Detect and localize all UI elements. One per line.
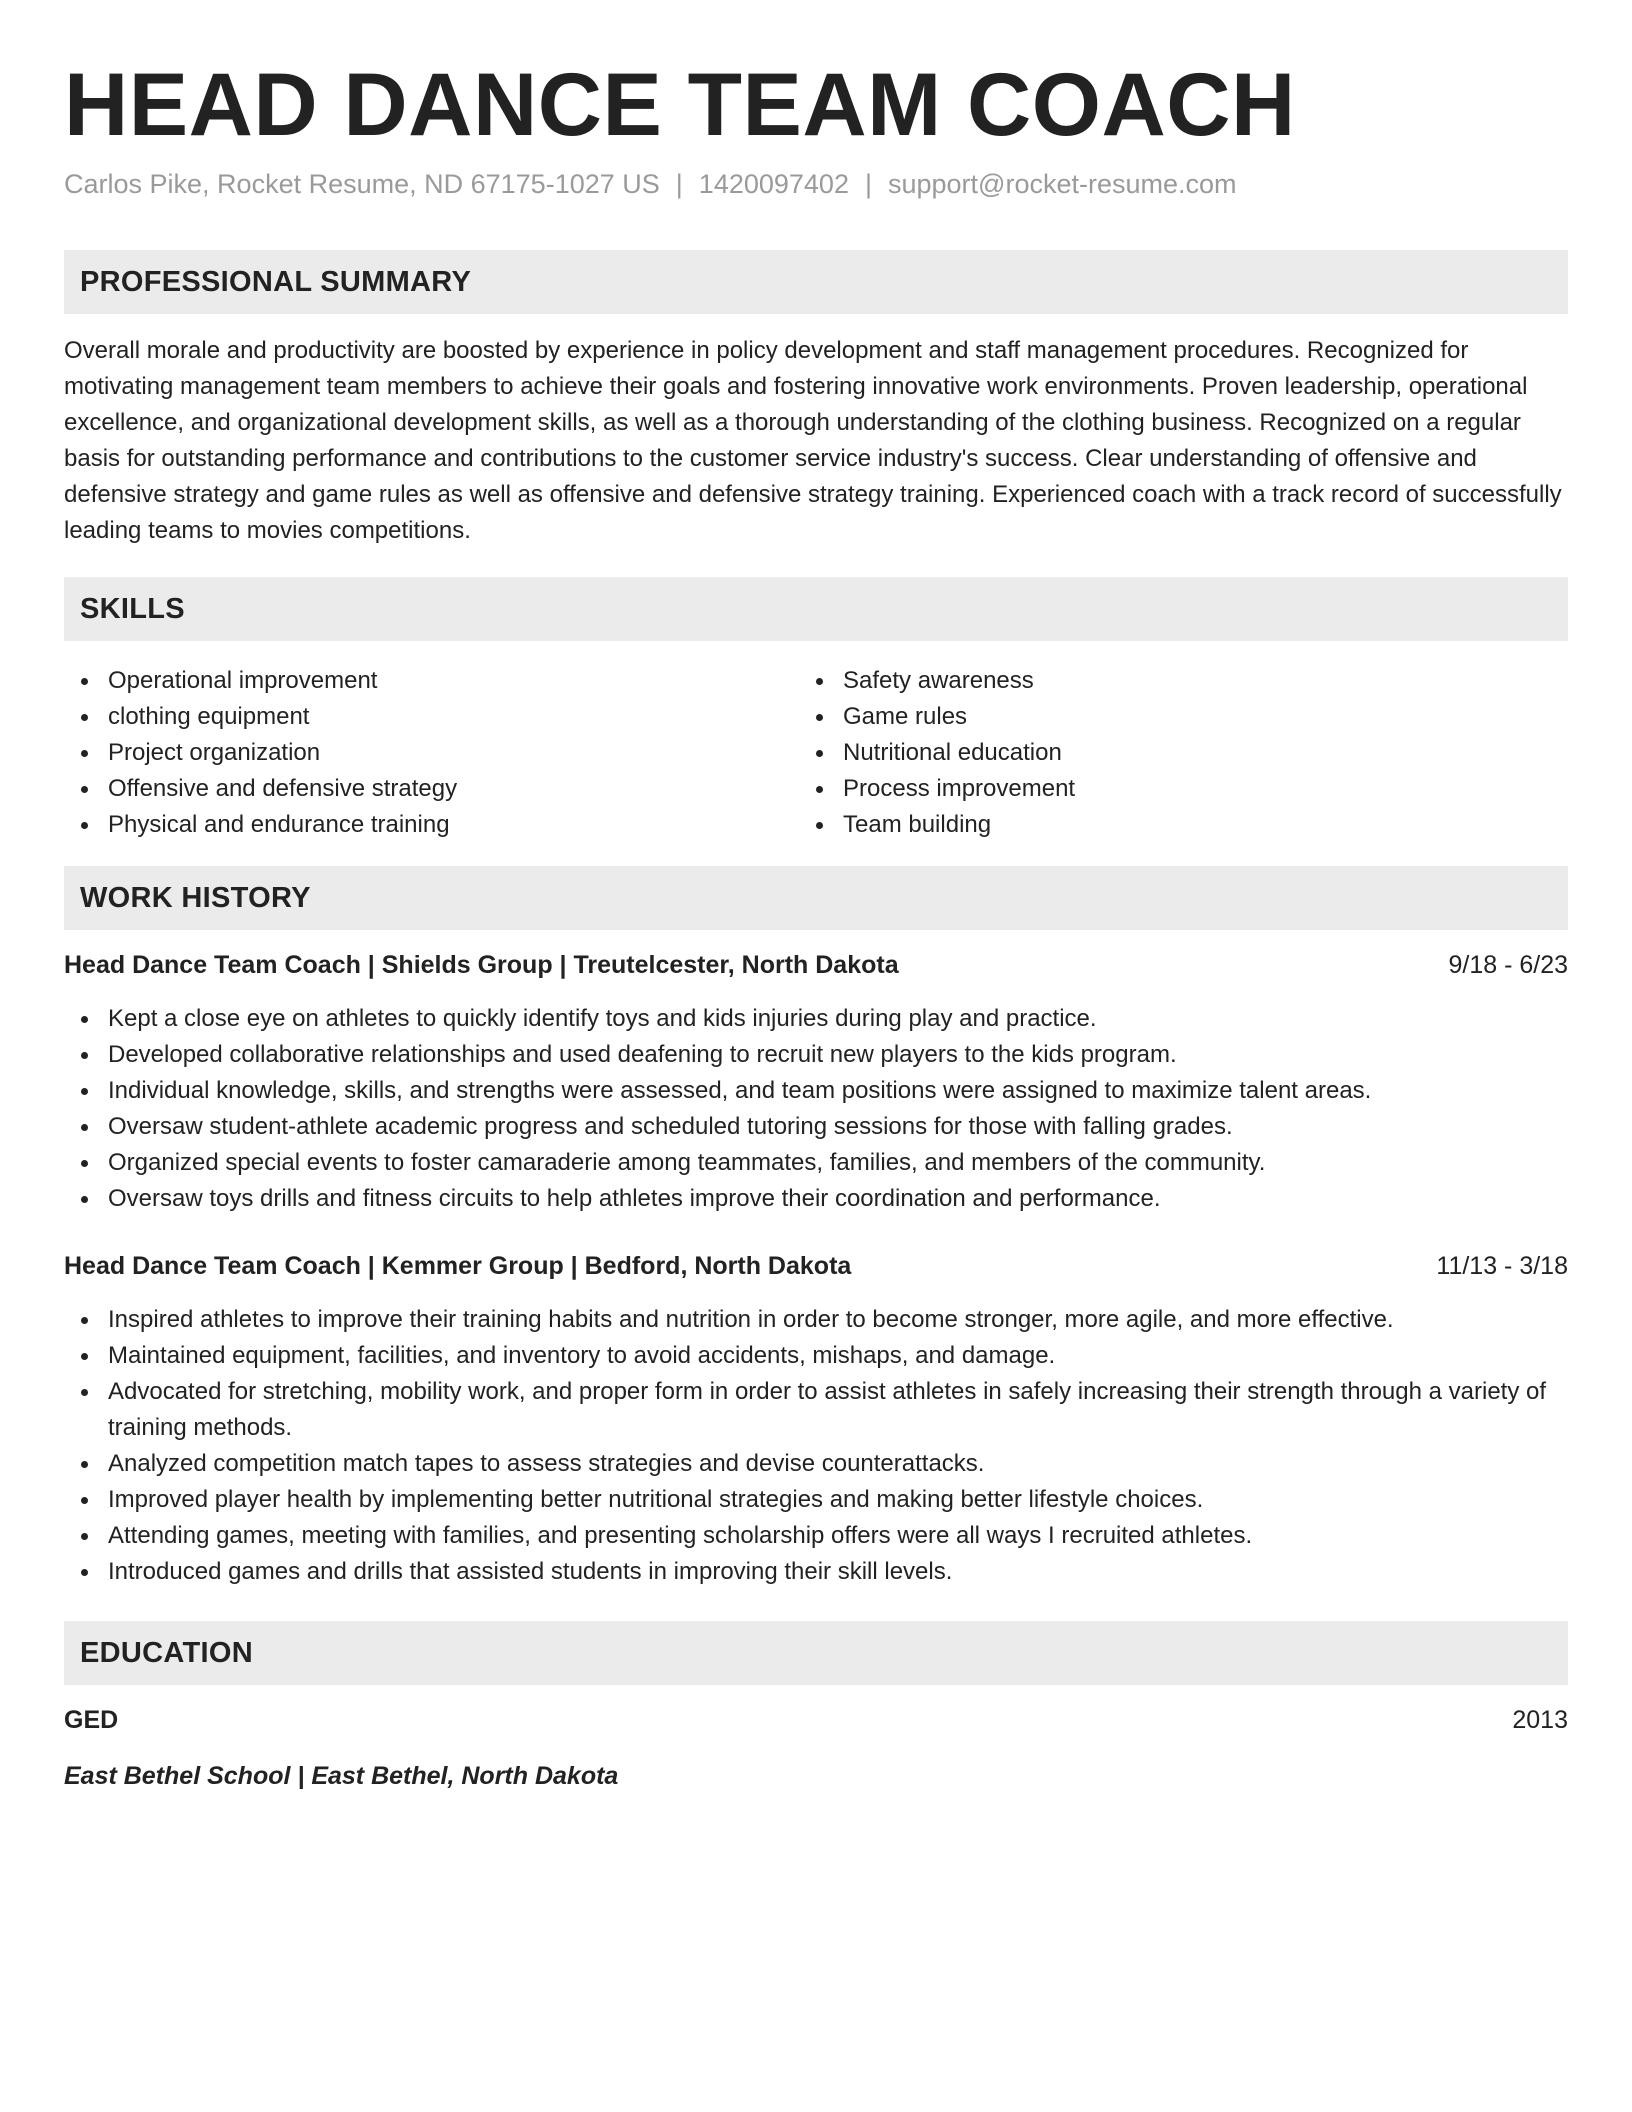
education-heading: EDUCATION	[80, 1637, 253, 1669]
job-bullet: Introduced games and drills that assisted students in improving their skill levels.	[64, 1554, 1568, 1590]
skill-item: Nutritional education	[799, 735, 1499, 771]
contact-address: Carlos Pike, Rocket Resume, ND 67175-1027 US	[64, 169, 660, 199]
job-bullet: Analyzed competition match tapes to assess strategies and devise counterattacks.	[64, 1446, 1568, 1482]
job-bullet: Organized special events to foster camaraderie among teammates, families, and members of the community.	[64, 1145, 1568, 1181]
job-bullet: Developed collaborative relationships and used deafening to recruit new players to the kids program.	[64, 1037, 1568, 1073]
candidate-title: HEAD DANCE TEAM COACH	[64, 54, 1296, 154]
contact-phone: 1420097402	[698, 169, 849, 199]
job-bullet: Kept a close eye on athletes to quickly identify toys and kids injuries during play and practice.	[64, 1001, 1568, 1037]
skill-item: clothing equipment	[64, 699, 764, 735]
education-section-header	[64, 1621, 1568, 1685]
skills-list-left	[64, 663, 764, 843]
work-section-header	[64, 866, 1568, 930]
job-bullet: Individual knowledge, skills, and strengths were assessed, and team positions were assigned to maximize talent areas.	[64, 1073, 1568, 1109]
skill-item: Physical and endurance training	[64, 807, 764, 843]
skills-list-right	[799, 663, 1499, 843]
skill-item: Operational improvement	[64, 663, 764, 699]
education-degree: GED	[64, 1706, 119, 1734]
job-header	[64, 1248, 1568, 1284]
job-dates: 9/18 - 6/23	[1448, 951, 1568, 979]
skill-item: Project organization	[64, 735, 764, 771]
skill-item: Process improvement	[799, 771, 1499, 807]
education-school: East Bethel School | East Bethel, North Dakota	[64, 1762, 619, 1790]
job-bullet: Improved player health by implementing better nutritional strategies and making better lifestyle choices.	[64, 1482, 1568, 1518]
job-dates: 11/13 - 3/18	[1436, 1252, 1568, 1280]
contact-line	[64, 166, 1237, 202]
job-bullet: Advocated for stretching, mobility work, and proper form in order to assist athletes in safely increasing their strength through a variety of training methods.	[64, 1374, 1568, 1446]
job-title: Head Dance Team Coach | Shields Group | Treutelcester, North Dakota	[64, 951, 899, 979]
job-bullet: Oversaw toys drills and fitness circuits to help athletes improve their coordination and performance.	[64, 1181, 1568, 1217]
job-bullet: Attending games, meeting with families, and presenting scholarship offers were all ways I recruited athletes.	[64, 1518, 1568, 1554]
job-header	[64, 947, 1568, 983]
job-bullet-list	[64, 1001, 1568, 1217]
skill-item: Game rules	[799, 699, 1499, 735]
work-heading: WORK HISTORY	[80, 882, 311, 914]
contact-email: support@rocket-resume.com	[887, 169, 1237, 199]
job-bullet: Oversaw student-athlete academic progress and scheduled tutoring sessions for those with falling grades.	[64, 1109, 1568, 1145]
skill-item: Offensive and defensive strategy	[64, 771, 764, 807]
skills-heading: SKILLS	[80, 593, 185, 625]
summary-text: Overall morale and productivity are boosted by experience in policy development and staff management procedures. Recognized for motivating management team members to achieve their goals and fostering innovative work environments. Proven leadership, operational excellence, and organizational development skills, as well as a thorough understanding of the clothing business. Recognized on a regular basis for outstanding performance and contributions to the customer service industry's success. Clear understanding of offensive and defensive strategy and game rules as well as offensive and defensive strategy training. Experienced coach with a track record of successfully leading teams to movies competitions.	[64, 337, 1562, 544]
summary-heading: PROFESSIONAL SUMMARY	[80, 266, 472, 298]
job-bullet: Maintained equipment, facilities, and inventory to avoid accidents, mishaps, and damage.	[64, 1338, 1568, 1374]
skills-section-header	[64, 577, 1568, 641]
summary-section-header	[64, 250, 1568, 314]
skill-item: Team building	[799, 807, 1499, 843]
job-bullet: Inspired athletes to improve their training habits and nutrition in order to become stronger, more agile, and more effective.	[64, 1302, 1568, 1338]
contact-separator: |	[675, 169, 683, 199]
job-bullet-list	[64, 1302, 1568, 1590]
education-year: 2013	[1512, 1706, 1568, 1734]
contact-separator: |	[864, 169, 872, 199]
job-title: Head Dance Team Coach | Kemmer Group | Bedford, North Dakota	[64, 1252, 852, 1280]
skill-item: Safety awareness	[799, 663, 1499, 699]
education-header	[64, 1702, 1568, 1738]
